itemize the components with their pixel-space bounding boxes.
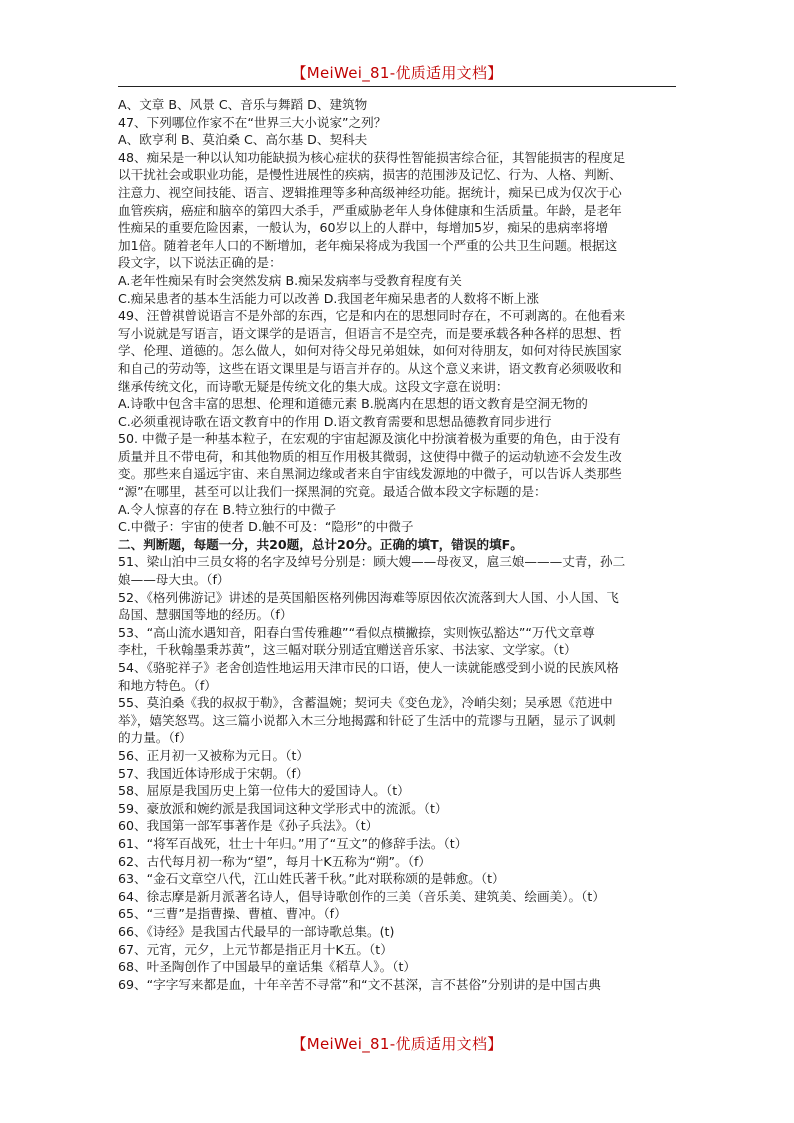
text-line: 举》，嬉笑怒骂。这三篇小说都入木三分地揭露和针砭了生活中的荒谬与丑陋，显示了讽刺 bbox=[118, 712, 616, 728]
text-line: 59、豪放派和婉约派是我国词这种文学形式中的流派。（t） bbox=[118, 800, 448, 816]
text-line: 的力量。（f） bbox=[118, 730, 192, 746]
text-line: A.诗歌中包含丰富的思想、伦理和道德元素 B.脱离内在思想的语文教育是空洞无物的 bbox=[118, 396, 588, 412]
text-line: C.必须重视诗歌在语文教育中的作用 D.语文教育需要和思想品德教育同步进行 bbox=[118, 413, 552, 429]
text-line: 加1倍。随着老年人口的不断增加，老年痴呆将成为我国一个严重的公共卫生问题。根据这 bbox=[118, 237, 618, 253]
text-line: A、文章 B、风景 C、音乐与舞蹈 D、建筑物 bbox=[118, 97, 368, 112]
text-line: “源”在哪里，甚至可以让我们一探黑洞的究竟。最适合做本段文字标题的是： bbox=[118, 484, 547, 500]
page-footer-watermark: 【MeiWei_81-优质适用文档】 bbox=[291, 1035, 503, 1053]
text-line: 51、梁山泊中三员女将的名字及绰号分别是：顾大嫂——母夜叉，扈三娘———丈青，孙二 bbox=[118, 554, 626, 570]
text-line: 学、伦理、道德的。怎么做人，如何对待父母兄弟姐妹，如何对待朋友，如何对待民族国家 bbox=[118, 343, 622, 359]
text-line: 68、叶圣陶创作了中国最早的童话集《稻草人》。（t） bbox=[118, 959, 417, 975]
text-line: 66、《诗经》是我国古代最早的一部诗歌总集。(t) bbox=[118, 923, 395, 939]
text-line: 69、“字字写来都是血，十年辛苦不寻常”和“文不甚深，言不甚俗”分别讲的是中国古典 bbox=[118, 976, 601, 992]
text-line: 写小说就是写语言，语文课学的是语言，但语言不是空壳，而是要承载各种各样的思想、哲 bbox=[118, 325, 622, 341]
text-line: 段文字，以下说法正确的是： bbox=[118, 255, 282, 271]
text-line: 52、《格列佛游记》讲述的是英国船医格列佛因海难等原因依次流落到大人国、小人国、飞 bbox=[118, 589, 619, 605]
text-line: 57、我国近体诗形成于宋朝。（f） bbox=[118, 765, 309, 781]
text-line: 53、“高山流水遇知音，阳春白雪传雅趣”“看似点横撇捺，实则恢弘豁达”“万代文章尊 bbox=[118, 624, 595, 640]
text-line: 49、汪曾祺曾说语言不是外部的东西，它是和内在的思想同时存在，不可剥离的。在他看来 bbox=[118, 308, 626, 324]
text-line: 性痴呆的重要危险因素，一般认为，60岁以上的人群中，每增加5岁，痴呆的患病率将增 bbox=[118, 220, 609, 236]
text-line: 娘——母大虫。（f） bbox=[118, 572, 230, 588]
text-line: 65、“三曹”是指曹操、曹植、曹冲。（f） bbox=[118, 906, 347, 922]
text-line: 60、我国第一部军事著作是《孙子兵法》。（t） bbox=[118, 818, 379, 834]
text-line: 58、屈原是我国历史上第一位伟大的爱国诗人。（t） bbox=[118, 783, 410, 799]
header-divider bbox=[118, 86, 676, 87]
text-line: 55、莫泊桑《我的叔叔于勒》，含蓄温婉；契诃夫《变色龙》，冷峭尖刻；吴承恩《范进中 bbox=[118, 695, 613, 711]
text-line: 64、徐志摩是新月派著名诗人，倡导诗歌创作的三美（音乐美、建筑美、绘画美）。（t） bbox=[118, 888, 605, 904]
text-line: 48、痴呆是一种以认知功能缺损为核心症状的获得性智能损害综合征，其智能损害的程度足 bbox=[118, 149, 626, 165]
text-line: C.中微子：宇宙的使者 D.触不可及：“隐形”的中微子 bbox=[118, 519, 414, 535]
text-line: 继承传统文化，而诗歌无疑是传统文化的集大成。这段文字意在说明： bbox=[118, 378, 509, 394]
text-line: 62、古代每月初一称为“望”，每月十K五称为“朔”。（f） bbox=[118, 853, 431, 869]
text-line: 和地方特色。（f） bbox=[118, 677, 217, 693]
text-line: 岛国、慧骃国等地的经历。（f） bbox=[118, 607, 293, 623]
text-line: 67、元宵，元夕，上元节都是指正月十K五。（t） bbox=[118, 941, 393, 957]
text-line: 50. 中微子是一种基本粒子，在宏观的宇宙起源及演化中扮演着极为重要的角色，由于没有 bbox=[118, 431, 621, 447]
text-line: 63、“金石文章空八代，江山姓氏著千秋。”此对联称颂的是韩愈。（t） bbox=[118, 871, 505, 887]
section-heading: 二、判断题，每题一分，共20题，总计20分。正确的填T，错误的填F。 bbox=[118, 536, 523, 552]
text-line: 血管疾病，癌症和脑卒的第四大杀手，严重威胁老年人身体健康和生活质量。年龄，是老年 bbox=[118, 202, 622, 218]
text-line: C.痴呆患者的基本生活能力可以改善 D.我国老年痴呆患者的人数将不断上涨 bbox=[118, 290, 539, 306]
text-line: 和自己的劳动等，这些在语文课里是与语言并存的。从这个意义来讲，语文教育必须吸收和 bbox=[118, 360, 622, 376]
text-line: 61、“将军百战死，壮士十年归。”用了“互文”的修辞手法。（t） bbox=[118, 835, 468, 851]
text-line: A、欧亨利 B、莫泊桑 C、高尔基 D、契科夫 bbox=[118, 132, 368, 148]
page-header-watermark: 【MeiWei_81-优质适用文档】 bbox=[291, 64, 503, 82]
text-line: 变。那些来自遥远宇宙、来自黑洞边缘或者来自宇宙线发源地的中微子，可以告诉人类那些 bbox=[118, 466, 622, 482]
text-line: 56、正月初一又被称为元日。（t） bbox=[118, 747, 309, 763]
text-line: 以干扰社会或职业功能，是慢性进展性的疾病，损害的范围涉及记忆、行为、人格、判断、 bbox=[118, 167, 622, 183]
document-body bbox=[118, 96, 680, 993]
text-line: 李杜，千秋翰墨秉苏黄”，这三幅对联分别适宜赠送音乐家、书法家、文学家。（t） bbox=[118, 642, 577, 658]
text-line: A.令人惊喜的存在 B.特立独行的中微子 bbox=[118, 501, 336, 517]
text-line: 54、《骆驼祥子》老舍创造性地运用天津市民的口语，使人一读就能感受到小说的民族风格 bbox=[118, 660, 619, 675]
text-line: 注意力、视空间技能、语言、逻辑推理等多种高级神经功能。据统计，痴呆已成为仅次于心 bbox=[118, 184, 622, 200]
text-line: 质量并且不带电荷，和其他物质的相互作用极其微弱，这使得中微子的运动轨迹不会发生改 bbox=[118, 448, 622, 464]
text-line: A.老年性痴呆有时会突然发病 B.痴呆发病率与受教育程度有关 bbox=[118, 272, 462, 288]
text-line: 47、下列哪位作家不在“世界三大小说家”之列？ bbox=[118, 114, 387, 130]
